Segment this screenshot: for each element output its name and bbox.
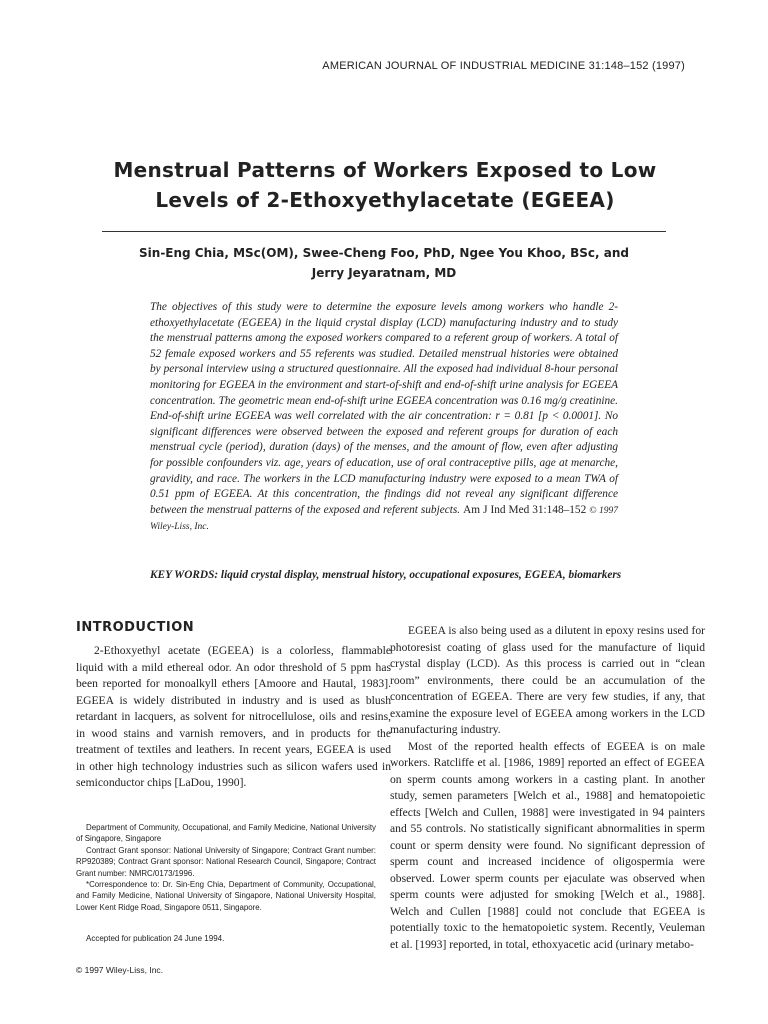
footnote-affiliation: Department of Community, Occupational, and Family Medicine, National University of Singapore, Singapore	[76, 823, 376, 844]
right-paragraph-2: Most of the reported health effects of EGEEA is on male workers. Ratcliffe et al. [1986, 1989] reported an effect of EGEEA on sperm counts among workers in a casting plant. In another study, semen parameters [Welch et al., 1988] and hematopoietic effects [Welch and Cullen, 1988] were investigated in 94 painters and 55 controls. No statistically significant abnormalities in sperm count or sperm density were found. No significant depression of sperm count and increased incidence of oligospermia were observed. Lower sperm counts per ejaculate was observed when sperm counts were adjusted for smoking [Welch et al., 1988]. Welch and Cullen [1988] could not conclude that EGEEA is potentially toxic to the hematopoietic system. Recently, Veuleman et al. [1993] reported, in total, ethoxyacetic acid (urinary metabo-	[390, 739, 705, 951]
abstract-citation: Am J Ind Med 31:148–152	[463, 503, 587, 516]
left-column	[76, 620, 391, 792]
footnotes	[76, 822, 376, 913]
abstract-text: The objectives of this study were to determine the exposure levels among workers who handle 2-ethoxyethylacetate (EGEEA) in the liquid crystal display (LCD) manufacturing industry and to study the menstrual patterns among the exposed workers compared to a referent group of workers. A total of 52 female exposed workers and 55 referents was studied. Detailed menstrual histories were obtained by personal interview using a structured questionnaire. All the exposed had individual 8-hour personal monitoring for EGEEA in the environment and start-of-shift and end-of-shift urine analysis for EGEEA concentration. The geometric mean end-of-shift urine EGEEA concentration was 0.16 mg/g creatinine. End-of-shift urine EGEEA was well correlated with the air concentration: r = 0.81 [p < 0.0001]. No significant differences were observed between the exposed and referent groups for duration of each menstrual cycle (period), duration (days) of the menses, and the amount of flow, even after adjusting for possible confounders viz. age, years of education, use of oral contraceptive pills, age at menarche, gravidity, and race. The workers in the LCD manufacturing industry were exposed to a mean TWA of 0.51 ppm of EGEEA. At this concentration, the findings did not reveal any significant difference between the menstrual patterns of the exposed and referent subjects.	[150, 301, 618, 516]
abstract	[150, 300, 618, 536]
section-heading-introduction: INTRODUCTION	[76, 620, 195, 635]
authors-line-2: Jerry Jeyaratnam, MD	[311, 266, 457, 280]
title-line-2: Levels of 2-Ethoxyethylacetate (EGEEA)	[155, 188, 615, 212]
right-column	[390, 623, 705, 953]
author-list	[102, 243, 666, 283]
title-line-1: Menstrual Patterns of Workers Exposed to Low	[113, 158, 657, 182]
keywords: KEY WORDS: liquid crystal display, menstrual history, occupational exposures, EGEEA, biomarkers	[150, 569, 622, 581]
accepted-date: Accepted for publication 24 June 1994.	[86, 934, 225, 943]
footnote-grants: Contract Grant sponsor: National University of Singapore; Contract Grant number: RP920389; Contract Grant sponsor: National Research Council, Singapore; Contract Grant number: NMRC/0173/1996.	[76, 845, 376, 878]
right-paragraph-1: EGEEA is also being used as a dilutent in epoxy resins used for photoresist coating of glass used for the manufacture of liquid crystal display (LCD). As this process is carried out in “clean room” environments, there could be an accumulation of the concentration of EGEEA. There are very few studies, if any, that examine the exposure level of EGEEA among workers in the LCD manufacturing industry.	[390, 624, 705, 736]
authors-line-1: Sin-Eng Chia, MSc(OM), Swee-Cheng Foo, PhD, Ngee You Khoo, BSc, and	[139, 246, 629, 260]
footer-copyright: © 1997 Wiley-Liss, Inc.	[76, 965, 164, 975]
title-divider	[102, 231, 666, 232]
journal-header: AMERICAN JOURNAL OF INDUSTRIAL MEDICINE 31:148–152 (1997)	[322, 60, 685, 72]
abstract-copyright: © 1997 Wiley-Liss, Inc.	[150, 505, 619, 533]
footnote-correspondence: *Correspondence to: Dr. Sin-Eng Chia, Department of Community, Occupational, and Family Medicine, National University of Singapore, National University Hospital, Lower Kent Ridge Road, Singapore 0511, Singapore.	[76, 880, 376, 912]
intro-paragraph: 2-Ethoxyethyl acetate (EGEEA) is a colorless, flammable liquid with a mild ethereal odor. An odor threshold of 5 ppm has been reported for monoalkyll ethers [Amoore and Hautal, 1983]. EGEEA is widely distributed in industry and is used as blush retardant in lacquers, as solvent for nitrocellulose, oils and resins, in wood stains and varnish removers, and in products for the treatment of textiles and leathers. In recent years, EGEEA is used in other high technology industries such as silicon wafers used in semiconductor chips [LaDou, 1990].	[76, 644, 391, 789]
article-title	[60, 155, 710, 215]
